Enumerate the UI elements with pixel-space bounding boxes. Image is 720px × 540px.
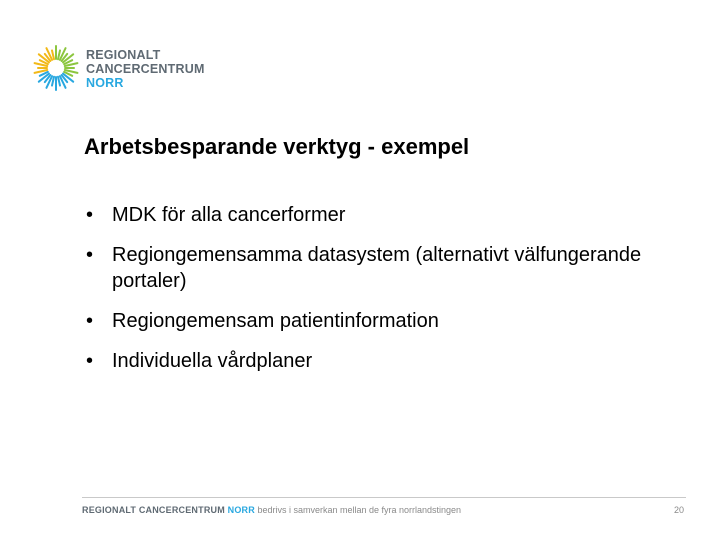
- logo-line-3: NORR: [86, 76, 124, 90]
- bullet-list: [84, 202, 644, 388]
- logo-ray: [52, 77, 54, 86]
- rcc-norr-logo: [32, 44, 205, 96]
- sun-rays-icon: [32, 44, 80, 92]
- bullet-marker: •: [86, 350, 94, 372]
- logo-ray: [52, 50, 54, 59]
- page-number: 20: [673, 505, 684, 515]
- bullet-text: Regiongemensamma datasystem (alternativt välfungerande portaler): [112, 244, 642, 292]
- footer-org-part2: NORR: [227, 505, 255, 515]
- bullet-text: Regiongemensam patientinformation: [112, 310, 439, 332]
- logo-line-2: CANCERCENTRUM: [86, 62, 205, 76]
- logo-line-1: REGIONALT: [86, 48, 161, 62]
- bullet-marker: •: [86, 310, 94, 332]
- bullet-marker: •: [86, 204, 94, 226]
- bullet-item: [84, 242, 644, 294]
- logo-ray: [58, 50, 60, 59]
- bullet-item: [84, 348, 644, 374]
- footer-divider: [82, 497, 686, 498]
- logo-ray: [58, 77, 60, 86]
- bullet-text: MDK för alla cancerformer: [112, 204, 346, 226]
- bullet-marker: •: [86, 244, 94, 266]
- logo-wordmark: [86, 48, 205, 90]
- footer-caption: [82, 505, 461, 515]
- slide-title: Arbetsbesparande verktyg - exempel: [84, 134, 470, 159]
- footer-description: bedrivs i samverkan mellan de fyra norrlandstingen: [254, 505, 462, 515]
- footer-org-name: [82, 505, 255, 515]
- bullet-item: [84, 202, 644, 228]
- footer-org-part1: REGIONALT CANCERCENTRUM: [82, 505, 228, 515]
- bullet-item: [84, 308, 644, 334]
- bullet-text: Individuella vårdplaner: [112, 350, 313, 372]
